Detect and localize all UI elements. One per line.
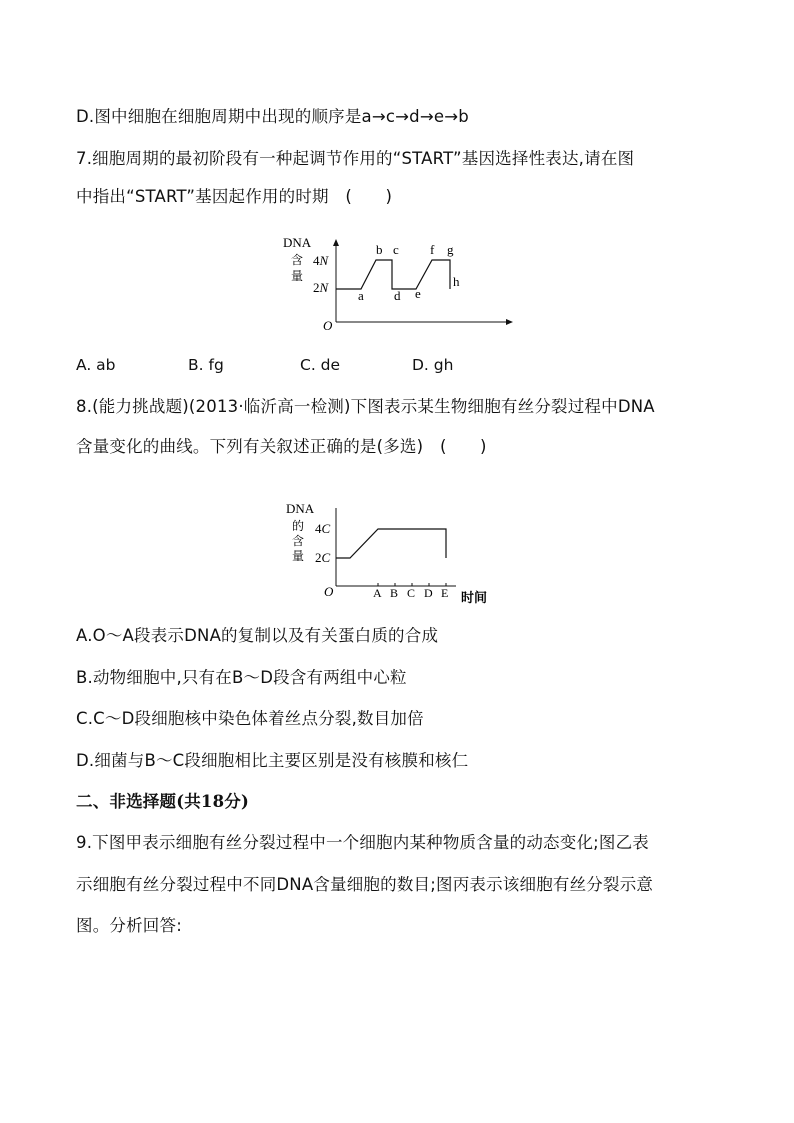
q7-point-d: d	[394, 288, 401, 303]
q8-ylabel-char2: 含	[292, 534, 305, 548]
q7-point-e: e	[415, 286, 421, 301]
q8-option-b: B.动物细胞中,只有在B～D段含有两组中心粒	[76, 668, 407, 687]
q7-option-c: C. de	[300, 356, 341, 374]
q7-point-a: a	[358, 288, 364, 303]
q7-dna-curve	[336, 260, 450, 289]
q7-point-g: g	[447, 242, 454, 257]
q7-dna-graph	[275, 230, 525, 338]
q7-x-axis-arrow	[506, 319, 513, 325]
q8-stem-line1: 8.(能力挑战题)(2013·临沂高一检测)下图表示某生物细胞有丝分裂过程中DNA	[76, 397, 655, 416]
q7-ytick-high: 4N	[313, 253, 329, 268]
q7-stem-line1: 7.细胞周期的最初阶段有一种起调节作用的“START”基因选择性表达,请在图	[76, 149, 635, 168]
q7-stem-line2: 中指出“START”基因起作用的时期 ( )	[76, 187, 393, 206]
q8-xlabel-b: B	[390, 586, 399, 600]
q8-ytick-high: 4C	[315, 521, 331, 536]
q7-point-b: b	[376, 242, 383, 257]
q9-stem-line1: 9.下图甲表示细胞有丝分裂过程中一个细胞内某种物质含量的动态变化;图乙表	[76, 833, 650, 852]
q8-ylabel-dna: DNA	[286, 501, 315, 516]
q8-option-d: D.细菌与B～C段细胞相比主要区别是没有核膜和核仁	[76, 751, 469, 770]
q8-xaxis-title: 时间	[461, 590, 488, 605]
q7-ylabel-dna: DNA	[283, 235, 312, 250]
q7-ylabel-char2: 量	[291, 269, 304, 283]
q8-stem-line2: 含量变化的曲线。下列有关叙述正确的是(多选) ( )	[76, 437, 487, 456]
q8-origin-label: O	[324, 584, 334, 599]
q7-option-b: B. fg	[188, 356, 224, 374]
q7-ytick-low: 2N	[313, 280, 329, 295]
q8-option-c: C.C～D段细胞核中染色体着丝点分裂,数目加倍	[76, 709, 424, 728]
q7-point-c: c	[393, 242, 399, 257]
q7-point-h: h	[453, 274, 460, 289]
q8-dna-graph	[280, 496, 500, 608]
q9-stem-line3: 图。分析回答:	[76, 916, 182, 935]
q8-xlabel-a: A	[373, 586, 382, 600]
q8-ylabel-char1: 的	[292, 519, 305, 533]
q8-ylabel-char3: 量	[292, 549, 305, 563]
q8-xlabel-e: E	[441, 586, 449, 600]
q8-option-a: A.O～A段表示DNA的复制以及有关蛋白质的合成	[76, 626, 439, 645]
q7-y-axis-arrow	[333, 239, 339, 246]
q8-xlabel-c: C	[407, 586, 416, 600]
section-heading-non-choice: 二、非选择题(共18分)	[76, 792, 249, 811]
q7-option-a: A. ab	[76, 356, 116, 374]
q6-option-d: D.图中细胞在细胞周期中出现的顺序是a→c→d→e→b	[76, 107, 469, 126]
q8-xlabel-d: D	[424, 586, 433, 600]
q7-option-d: D. gh	[412, 356, 454, 374]
q8-dna-curve	[336, 529, 446, 558]
q7-origin-label: O	[323, 318, 333, 333]
q9-stem-line2: 示细胞有丝分裂过程中不同DNA含量细胞的数目;图丙表示该细胞有丝分裂示意	[76, 875, 654, 894]
q8-ytick-low: 2C	[315, 550, 331, 565]
q7-ylabel-char1: 含	[291, 253, 304, 267]
q7-point-f: f	[430, 242, 435, 257]
